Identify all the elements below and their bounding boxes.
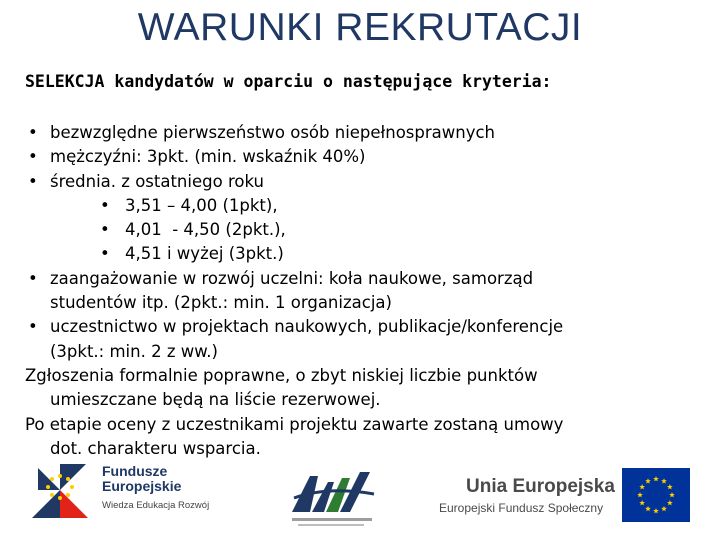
paragraph-line: Po etapie oceny z uczestnikami projektu zawarte zostaną umowy [25, 414, 564, 434]
fe-logo-tagline: Wiedza Edukacja Rozwój [102, 500, 210, 511]
bullet-item: • mężczyźni: 3pkt. (min. wskaźnik 40%) [25, 145, 705, 169]
fe-emblem-icon [30, 462, 92, 520]
foundation-logo [288, 468, 378, 530]
bullet-item: • bezwzględne pierwszeństwo osób niepełnosprawnych [25, 121, 705, 145]
page-title: WARUNKI REKRUTACJI [137, 6, 583, 49]
fundusze-europejskie-logo [30, 462, 210, 522]
subtitle: SELEKCJA kandydatów w oparciu o następujące kryteria: [25, 72, 552, 91]
bullet-item: • średnia. z ostatniego roku [25, 170, 705, 194]
bullet-continuation: studentów itp. (2pkt.: min. 1 organizacja) [50, 293, 392, 313]
ue-logo-title: Unia Europejska [466, 476, 615, 497]
bullet-item: • zaangażowanie w rozwój uczelni: koła naukowe, samorząd [25, 267, 705, 291]
ue-logo-subtitle: Europejski Fundusz Społeczny [439, 501, 604, 515]
sub-bullet-item: • 3,51 – 4,00 (1pkt), [25, 194, 705, 218]
bullet-continuation: (3pkt.: min. 2 z ww.) [50, 341, 218, 361]
foundation-mark-icon [288, 468, 378, 530]
sub-bullet-item: • 4,51 i wyżej (3pkt.) [25, 242, 705, 266]
paragraph-continuation: umieszczane będą na liście rezerwowej. [50, 390, 381, 410]
eu-flag-icon [622, 468, 690, 522]
fe-logo-text: Fundusze Europejskie [102, 463, 182, 494]
paragraph-line: Zgłoszenia formalnie poprawne, o zbyt niskiej liczbie punktów [25, 365, 538, 385]
sub-bullet-item: • 4,01 - 4,50 (2pkt.), [25, 218, 705, 242]
criteria-list [25, 121, 705, 461]
paragraph-continuation: dot. charakteru wsparcia. [50, 438, 261, 458]
bullet-item: • uczestnictwo w projektach naukowych, publikacje/konferencje [25, 315, 705, 339]
